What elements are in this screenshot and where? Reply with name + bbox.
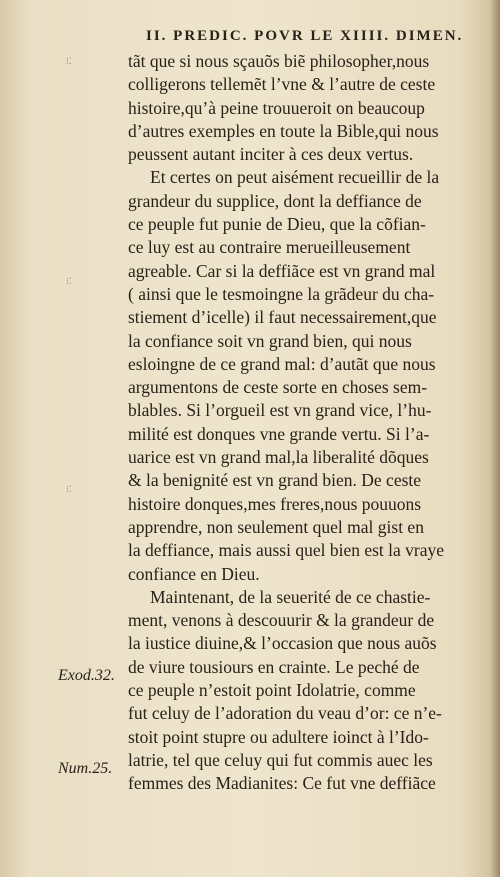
text-line: ment, venons à descouurir & la grandeur de [128,610,435,631]
text-line: femmes des Madianites: Ce fut vne deffiãce [128,773,436,794]
text-line: la iustice diuine,& l’occasion que nous auõs [128,633,437,654]
margin-note-exodus: Exod.32. [58,667,115,684]
text-line: ce luy est au contraire merueilleusement [128,237,411,258]
text-line: uarice est vn grand mal,la liberalité dõques [128,447,429,468]
text-line: milité est donques vne grande vertu. Si l’a- [128,423,430,444]
text-line: confiance en Dieu. [128,563,260,584]
text-line: latrie, tel que celuy qui fut commis auec les [128,749,433,770]
text-line: esloingne de ce grand mal: d’autãt que nous [128,353,436,374]
text-line: d’autres exemples en toute la Bible,qui nous [128,120,439,141]
text-line: Maintenant, de la seuerité de ce chastie- [150,586,431,607]
text-line: ( ainsi que le tesmoingne la grãdeur du cha- [128,283,435,304]
text-line: histoire donques,mes freres,nous pouuons [128,493,422,514]
running-header: II. PREDIC. POVR LE XIIII. DIMEN. [146,28,464,44]
text-line: apprendre, non seulement quel mal gist en [128,516,424,537]
text-line: de viure tousiours en crainte. Le peché de [128,656,420,677]
text-line: fut celuy de l’adoration du veau d’or: ce n’e- [128,703,442,724]
page-edge-shadow [490,0,500,877]
text-line: la deffiance, mais aussi quel bien est la vraye [128,540,445,561]
text-line: tãt que si nous sçauõs biẽ philosopher,nous [128,51,430,71]
margin-mark: ⁝⁚ [66,485,72,495]
margin-mark: ⁝⁚ [66,277,72,287]
body-text [128,50,488,796]
text-line: blables. Si l’orgueil est vn grand vice, l’hu- [128,400,432,421]
margin-note-numbers: Num.25. [58,760,113,777]
text-line: grandeur du supplice, dont la deffiance de [128,190,422,211]
text-line: la confiance soit vn grand bien, qui nous [128,330,412,351]
text-line: argumentons de ceste sorte en choses sem- [128,377,428,398]
margin-mark: ⁝⁚ [66,57,72,67]
text-line: peussent autant inciter à ces deux vertus. [128,144,414,165]
text-line: colligerons tellemẽt l’vne & l’autre de ceste [128,74,436,95]
text-line: ce peuple n’estoit point Idolatrie, comme [128,680,416,701]
text-line: stiement d’icelle) il faut necessairement,que [128,307,437,328]
text-line: histoire,qu’à peine trouueroit on beaucoup [128,97,425,118]
text-line: agreable. Car si la deffiãce est vn grand mal [128,260,436,281]
text-line: ce peuple fut punie de Dieu, que la cõfian- [128,214,426,235]
text-line: Et certes on peut aisément recueillir de la [150,167,440,188]
text-line: & la benignité est vn grand bien. De ceste [128,470,422,491]
text-line: stoit point stupre ou adultere ioinct à l’Ido- [128,726,429,747]
